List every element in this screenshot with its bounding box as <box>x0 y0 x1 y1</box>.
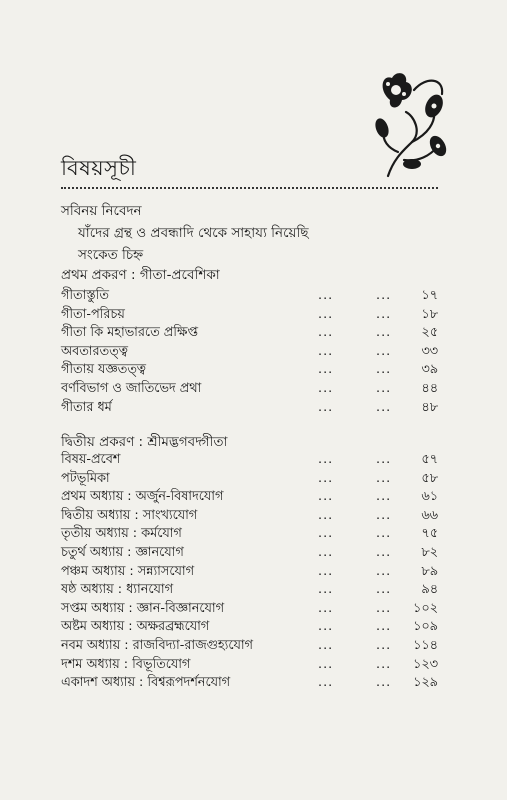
page-number: ১০৯ <box>413 619 438 635</box>
toc-entry <box>61 451 438 470</box>
leader-dots: ... <box>318 600 334 616</box>
entry-title: গীতাস্তুতি <box>61 288 109 303</box>
leader-dots: ... <box>376 325 392 341</box>
leader-dots: ... <box>318 489 334 505</box>
entry-title: বিষয়-প্রবেশ <box>61 452 121 467</box>
leader-dots: ... <box>318 325 334 341</box>
toc-entry <box>61 637 438 656</box>
toc-entry <box>61 361 438 380</box>
page-number: ৩৩ <box>421 343 438 359</box>
page-number: ১২৩ <box>413 656 438 672</box>
leader-dots: ... <box>318 507 334 523</box>
entry-title: অষ্টম অধ্যায় : অক্ষরব্রহ্মযোগ <box>61 619 210 635</box>
part-one-entries <box>61 287 438 417</box>
toc-entry <box>61 287 438 306</box>
leader-dots: ... <box>376 470 392 486</box>
entry-title: একাদশ অধ্যায় : বিশ্বরূপদর্শনযোগ <box>61 675 231 691</box>
leader-dots: ... <box>376 288 392 303</box>
toc-entry <box>61 563 438 582</box>
leader-dots: ... <box>318 563 334 579</box>
page-number: ৮২ <box>421 544 438 560</box>
toc-entry <box>61 600 438 619</box>
toc-entry <box>61 324 438 343</box>
part-one-title: প্রথম প্রকরণ : গীতা-প্রবেশিকা <box>61 267 220 283</box>
toc-entry <box>61 399 438 418</box>
page-number: ১১৪ <box>413 637 438 653</box>
page-number: ১২৯ <box>413 675 438 691</box>
leader-dots: ... <box>318 675 334 691</box>
leader-dots: ... <box>376 452 392 467</box>
leader-dots: ... <box>318 470 334 486</box>
page-number: ৫৮ <box>421 470 438 486</box>
leader-dots: ... <box>376 343 392 359</box>
leader-dots: ... <box>376 637 392 653</box>
leader-dots: ... <box>318 452 334 467</box>
leader-dots: ... <box>318 619 334 635</box>
part-two-title: দ্বিতীয় প্রকরণ : শ্রীমদ্ভগবদ্গীতা <box>61 434 228 450</box>
leader-dots: ... <box>376 582 392 598</box>
toc-entry <box>61 544 438 563</box>
leader-dots: ... <box>376 656 392 672</box>
toc-entry <box>61 306 438 325</box>
page-number: ৪৪ <box>421 380 438 396</box>
entry-title: দশম অধ্যায় : বিভূতিযোগ <box>61 656 191 672</box>
entry-title: গীতার ধর্ম <box>61 399 112 415</box>
leader-dots: ... <box>376 526 392 542</box>
entry-title: ষষ্ঠ অধ্যায় : ধ্যানযোগ <box>61 582 173 598</box>
leader-dots: ... <box>318 343 334 359</box>
page-number: ৬১ <box>421 489 438 505</box>
dotted-divider <box>61 187 438 189</box>
leader-dots: ... <box>318 306 334 322</box>
leader-dots: ... <box>376 380 392 396</box>
leader-dots: ... <box>376 507 392 523</box>
leader-dots: ... <box>376 489 392 505</box>
toc-entry <box>61 656 438 675</box>
page-number: ৫৭ <box>421 452 438 467</box>
leader-dots: ... <box>318 582 334 598</box>
toc-entry <box>61 470 438 489</box>
toc-entry <box>61 343 438 362</box>
entry-title: প্রথম অধ্যায় : অর্জুন-বিষাদযোগ <box>61 489 224 505</box>
entry-title: নবম অধ্যায় : রাজবিদ্যা-রাজগুহ্যযোগ <box>61 637 253 653</box>
page-title: বিষয়সূচী <box>61 156 137 180</box>
entry-title: গীতা কি মহাভারতে প্রক্ষিপ্ত <box>61 325 198 341</box>
page-number: ১৮ <box>421 306 438 322</box>
leader-dots: ... <box>318 380 334 396</box>
entry-title: অবতারতত্ত্ব <box>61 343 128 359</box>
leader-dots: ... <box>376 563 392 579</box>
toc-entry <box>61 581 438 600</box>
page-number: ৩৯ <box>421 362 438 378</box>
page-number: ৯৪ <box>421 582 438 598</box>
leader-dots: ... <box>318 362 334 378</box>
leader-dots: ... <box>376 600 392 616</box>
leader-dots: ... <box>318 399 334 415</box>
toc-entry <box>61 618 438 637</box>
entry-title: বর্ণবিভাগ ও জাতিভেদ প্রথা <box>61 380 202 396</box>
entry-title: পঞ্চম অধ্যায় : সন্ন্যাসযোগ <box>61 563 194 579</box>
toc-entry <box>61 674 438 693</box>
leader-dots: ... <box>376 619 392 635</box>
entry-title: দ্বিতীয় অধ্যায় : সাংখ্যযোগ <box>61 507 198 523</box>
page-number: ১০২ <box>413 600 438 616</box>
intro-block <box>61 200 309 266</box>
toc-entry <box>61 380 438 399</box>
intro-line: যাঁদের গ্রন্থ ও প্রবন্ধাদি থেকে সাহায্য নিয়েছি <box>78 225 309 241</box>
leader-dots: ... <box>318 526 334 542</box>
intro-line: সবিনয় নিবেদন <box>61 203 142 219</box>
toc-entry <box>61 507 438 526</box>
entry-title: গীতায় যজ্ঞতত্ত্ব <box>61 362 146 378</box>
page-number: ১৭ <box>421 288 438 303</box>
intro-line: সংকেত চিহ্ন <box>78 247 144 263</box>
leader-dots: ... <box>376 399 392 415</box>
floral-ornament-icon <box>368 60 450 180</box>
toc-entry <box>61 525 438 544</box>
leader-dots: ... <box>376 544 392 560</box>
leader-dots: ... <box>318 544 334 560</box>
leader-dots: ... <box>318 288 334 303</box>
page-number: ৭৫ <box>421 526 438 542</box>
page-number: ২৫ <box>421 325 438 341</box>
leader-dots: ... <box>376 306 392 322</box>
page-number: ৪৮ <box>421 399 438 415</box>
entry-title: সপ্তম অধ্যায় : জ্ঞান-বিজ্ঞানযোগ <box>61 600 225 616</box>
entry-title: পটভূমিকা <box>61 470 110 486</box>
part-two-entries <box>61 451 438 693</box>
page-number: ৮৯ <box>421 563 438 579</box>
leader-dots: ... <box>318 656 334 672</box>
entry-title: গীতা-পরিচয় <box>61 306 125 322</box>
leader-dots: ... <box>318 637 334 653</box>
entry-title: তৃতীয় অধ্যায় : কর্মযোগ <box>61 526 182 542</box>
entry-title: চতুর্থ অধ্যায় : জ্ঞানযোগ <box>61 544 184 560</box>
leader-dots: ... <box>376 362 392 378</box>
toc-entry <box>61 488 438 507</box>
leader-dots: ... <box>376 675 392 691</box>
page-number: ৬৬ <box>421 507 438 523</box>
